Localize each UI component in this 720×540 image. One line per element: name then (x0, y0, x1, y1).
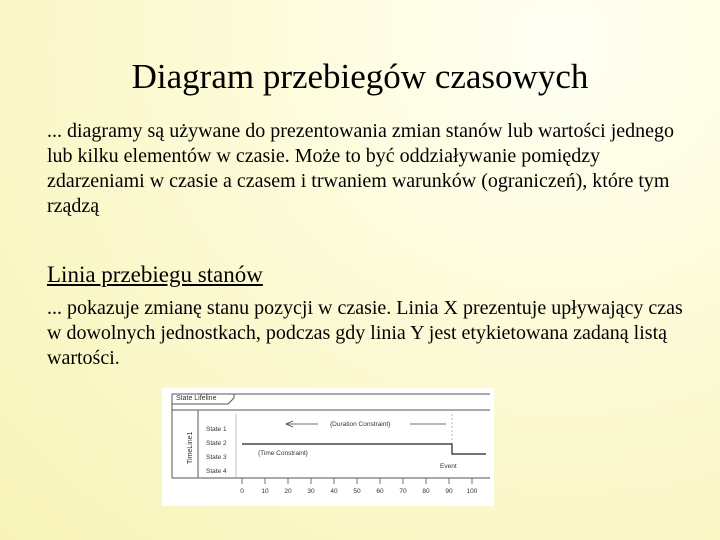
axis-tick-label: 60 (376, 488, 384, 495)
duration-constraint-label: {Duration Constraint} (330, 421, 391, 428)
section-heading: Linia przebiegu stanów (47, 262, 263, 287)
lifeline-paragraph: ... pokazuje zmianę stanu pozycji w czasie. Linia X prezentuje upływający czas w dowolnych jednostkach, podczas gdy linia Y jest etykietowana zadaną listą wartości. (47, 297, 683, 369)
state-lifeline-diagram (162, 388, 494, 506)
event-label: Event (440, 463, 457, 470)
state-label: State 4 (206, 468, 227, 475)
axis-tick-label: 40 (330, 488, 338, 495)
lifeline-label: TimeLine1 (187, 431, 194, 464)
state-label: State 1 (206, 426, 227, 433)
frame-label: State Lifeline (176, 395, 217, 402)
axis-tick-label: 100 (466, 488, 478, 495)
intro-paragraph: ... diagramy są używane do prezentowania zmian stanów lub wartości jednego lub kilku elementów w czasie. Może to być oddziaływanie pomiędzy zdarzeniami w czasie a czasem i trwaniem warunków (ograniczeń), które tym rządzą (47, 120, 675, 217)
axis-tick-label: 90 (445, 488, 453, 495)
state-label: State 2 (206, 440, 227, 447)
axis-tick-label: 80 (422, 488, 430, 495)
time-constraint-label: {Time Constraint} (258, 450, 308, 457)
time-axis (240, 478, 478, 495)
axis-tick-label: 0 (240, 488, 244, 495)
state-label: State 3 (206, 454, 227, 461)
axis-tick-label: 20 (284, 488, 292, 495)
axis-tick-label: 50 (353, 488, 361, 495)
axis-tick-label: 30 (307, 488, 315, 495)
timing-diagram-svg (162, 388, 494, 506)
axis-tick-label: 10 (261, 488, 269, 495)
axis-tick-label: 70 (399, 488, 407, 495)
slide-title: Diagram przebiegów czasowych (131, 57, 589, 96)
